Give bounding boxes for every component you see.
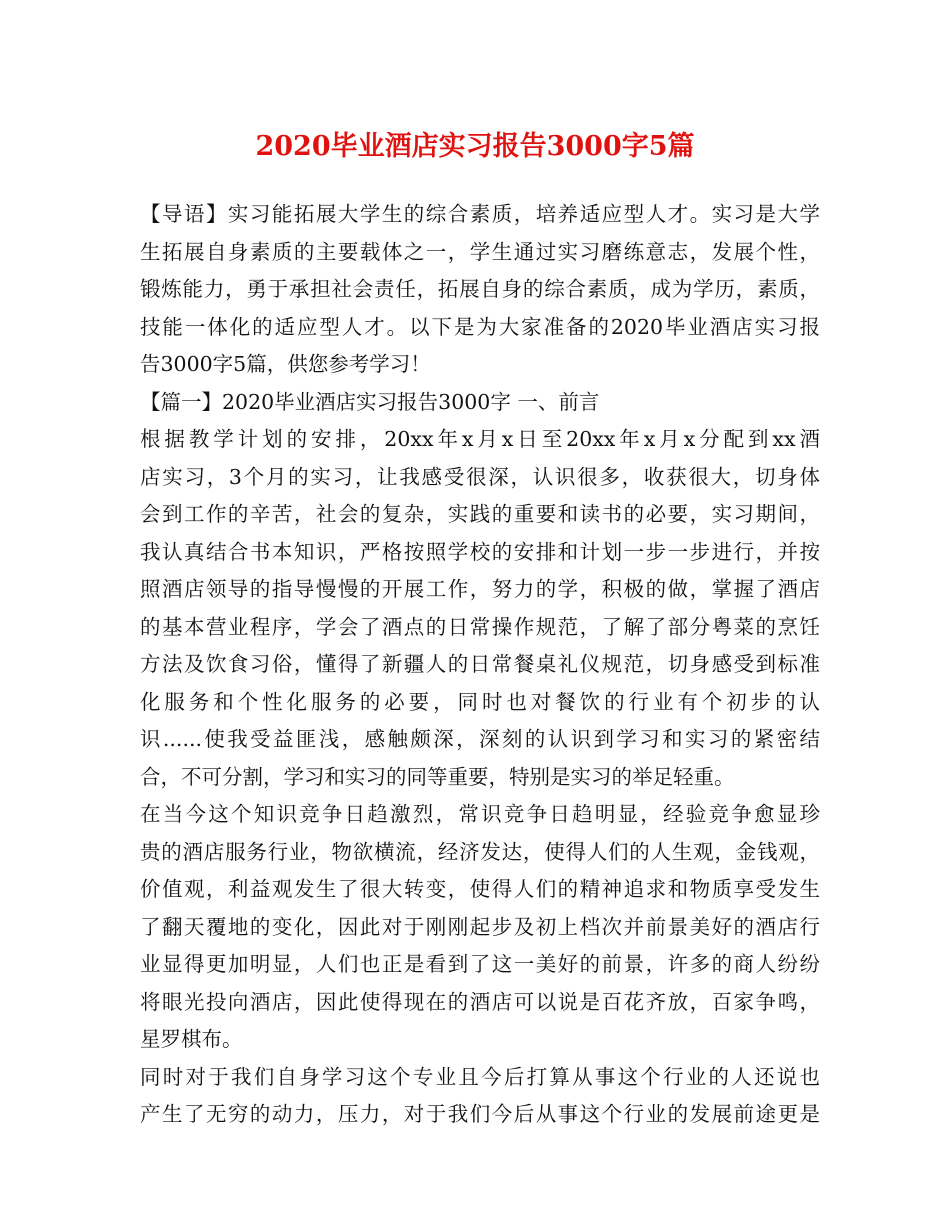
text-line: 根据教学计划的安排，20xx年x月x日至20xx年x月x分配到xx酒	[140, 427, 820, 451]
text-line: 在当今这个知识竞争日趋激烈，常识竞争日趋明显，经验竞争愈显珍	[140, 802, 820, 826]
text-line: 告3000字5篇，供您参考学习！	[140, 352, 431, 376]
text-line: 产生了无穷的动力，压力，对于我们今后从事这个行业的发展前途更是	[140, 1102, 820, 1126]
text-line: 锻炼能力，勇于承担社会责任，拓展自身的综合素质，成为学历，素质，	[140, 277, 820, 301]
text-line: 【导语】实习能拓展大学生的综合素质，培养适应型人才。实习是大学	[140, 202, 820, 226]
text-line: 识......使我受益匪浅，感触颇深，深刻的认识到学习和实习的紧密结	[140, 727, 820, 751]
text-line: 店实习，3个月的实习，让我感受很深，认识很多，收获很大，切身体	[140, 464, 820, 489]
text-line: 化服务和个性化服务的必要，同时也对餐饮的行业有个初步的认	[140, 689, 820, 714]
text-line: 会到工作的辛苦，社会的复杂，实践的重要和读书的必要，实习期间，	[140, 502, 820, 526]
text-line: 星罗棋布。	[140, 1027, 243, 1051]
document-body	[140, 196, 820, 1134]
text-line: 的基本营业程序，学会了酒点的日常操作规范，了解了部分粤菜的烹饪	[140, 614, 820, 639]
text-line: 生拓展自身素质的主要载体之一，学生通过实习磨练意志，发展个性，	[140, 239, 820, 264]
text-line: 将眼光投向酒店，因此使得现在的酒店可以说是百花齐放，百家争鸣，	[140, 989, 820, 1014]
text-line: 业显得更加明显，人们也正是看到了这一美好的前景，许多的商人纷纷	[140, 952, 820, 976]
text-line: 照酒店领导的指导慢慢的开展工作，努力的学，积极的做，掌握了酒店	[140, 577, 820, 601]
text-line: 我认真结合书本知识，严格按照学校的安排和计划一步一步进行，并按	[140, 539, 820, 564]
document-title: 2020毕业酒店实习报告3000字5篇	[255, 131, 695, 162]
text-line: 了翻天覆地的变化，因此对于刚刚起步及初上档次并前景美好的酒店行	[140, 914, 820, 939]
text-line: 合，不可分割，学习和实习的同等重要，特别是实习的举足轻重。	[140, 764, 735, 789]
text-line: 【篇一】2020毕业酒店实习报告3000字 一、前言	[140, 389, 600, 414]
text-line: 贵的酒店服务行业，物欲横流，经济发达，使得人们的人生观，金钱观，	[140, 839, 820, 864]
text-line: 技能一体化的适应型人才。以下是为大家准备的2020毕业酒店实习报	[140, 314, 820, 339]
text-line: 方法及饮食习俗，懂得了新疆人的日常餐桌礼仪规范，切身感受到标准	[140, 652, 820, 676]
text-line: 价值观，利益观发生了很大转变，使得人们的精神追求和物质享受发生	[140, 877, 820, 901]
text-line: 同时对于我们自身学习这个专业且今后打算从事这个行业的人还说也	[140, 1064, 820, 1089]
